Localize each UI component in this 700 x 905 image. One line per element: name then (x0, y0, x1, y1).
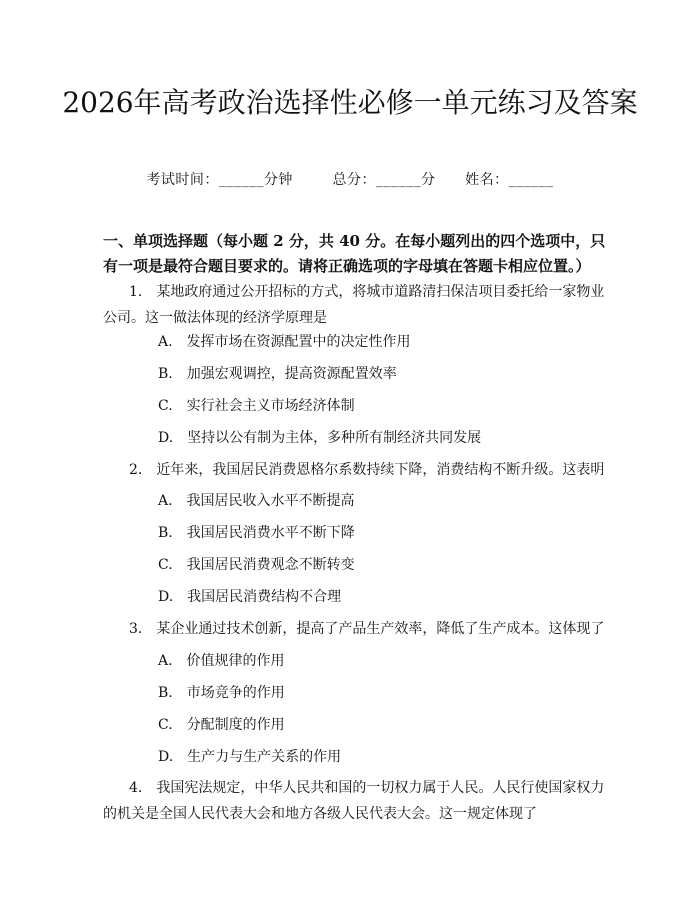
page-title: 2026年高考政治选择性必修一单元练习及答案 (62, 86, 638, 119)
question-3-stem: 3. 某企业通过技术创新，提高了产品生产效率，降低了生产成本。这体现了 (129, 621, 605, 637)
name-label: 姓名： (465, 172, 509, 188)
score-blank: ______ (375, 172, 421, 188)
question-1-option-b: B. 加强宏观调控，提高资源配置效率 (158, 366, 397, 382)
question-4-stem: 4. 我国宪法规定，中华人民共和国的一切权力属于人民。人民行使国家权力的机关是全国人民代表大会和地方各级人民代表大会。这一规定体现了 (103, 780, 605, 822)
question-3-option-d: D. 生产力与生产关系的作用 (158, 749, 342, 765)
question-1-option-c: C. 实行社会主义市场经济体制 (158, 398, 355, 414)
score-unit: 分 (420, 172, 436, 188)
name-blank: ______ (508, 172, 554, 188)
question-2-option-c: C. 我国居民消费观念不断转变 (158, 557, 355, 573)
time-unit: 分钟 (263, 172, 293, 188)
exam-meta (0, 169, 700, 189)
question-1-option-a: A. 发挥市场在资源配置中的决定性作用 (158, 334, 411, 350)
question-2-option-d: D. 我国居民消费结构不合理 (158, 589, 342, 605)
question-3-option-c: C. 分配制度的作用 (158, 717, 285, 733)
question-2-option-b: B. 我国居民消费水平不断下降 (158, 525, 355, 541)
question-3-option-b: B. 市场竞争的作用 (158, 685, 285, 701)
time-label: 考试时间： (146, 172, 219, 188)
question-2-option-a: A. 我国居民收入水平不断提高 (158, 493, 355, 509)
question-2-stem: 2. 近年来，我国居民消费恩格尔系数持续下降，消费结构不断升级。这表明 (129, 462, 605, 478)
question-1-option-d: D. 坚持以公有制为主体，多种所有制经济共同发展 (158, 430, 482, 446)
time-blank: ______ (218, 172, 264, 188)
score-label: 总分： (332, 172, 376, 188)
section-heading: 一、单项选择题（每小题 2 分，共 40 分。在每小题列出的四个选项中，只有一项是最符合题目要求的。请将正确选项的字母填在答题卡相应位置。） (103, 232, 606, 275)
question-1-stem: 1. 某地政府通过公开招标的方式，将城市道路清扫保洁项目委托给一家物业公司。这一做法体现的经济学原理是 (103, 284, 605, 326)
question-3-option-a: A. 价值规律的作用 (158, 653, 285, 669)
